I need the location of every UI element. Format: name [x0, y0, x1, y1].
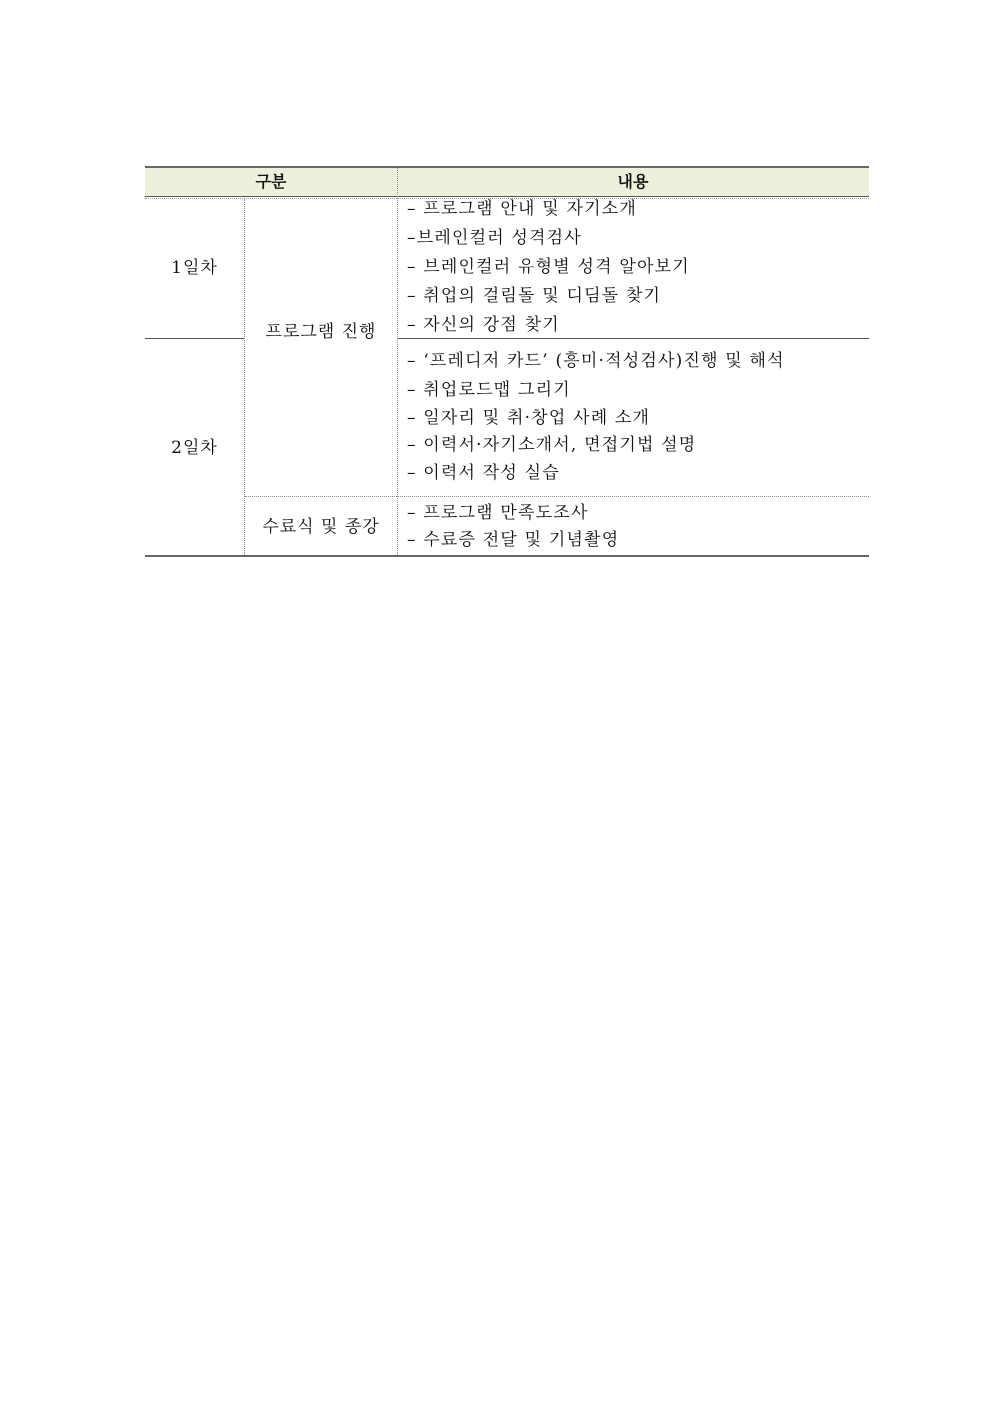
program-label: 프로그램 진행: [265, 322, 377, 342]
day2-label: 2일차: [171, 438, 218, 458]
closing-label: 수료식 및 종강: [262, 517, 380, 537]
row-divider-closing: [245, 496, 869, 497]
day1-label: 1일차: [171, 258, 218, 278]
header-col1: 구분: [255, 172, 287, 191]
day2-item-5: – 이력서 작성 실습: [407, 463, 560, 483]
closing-item-1: – 프로그램 만족도조사: [407, 503, 589, 523]
day1-item-1: – 프로그램 안내 및 자기소개: [407, 199, 637, 219]
divider-col1: [244, 199, 245, 555]
header-bottom-rule: [145, 196, 869, 197]
header-col2: 내용: [617, 172, 649, 191]
row-divider-day1-content: [398, 338, 869, 339]
day2-item-3: – 일자리 및 취·창업 사례 소개: [407, 408, 651, 428]
day1-item-3: – 브레인컬러 유형별 성격 알아보기: [407, 257, 690, 277]
day1-item-4: – 취업의 걸림돌 및 디딤돌 찾기: [407, 286, 662, 306]
bottom-rule: [145, 555, 869, 557]
day2-item-2: – 취업로드맵 그리기: [407, 380, 571, 400]
day2-item-4: – 이력서·자기소개서, 면접기법 설명: [407, 435, 697, 455]
schedule-table: [145, 166, 869, 558]
day1-item-5: – 자신의 강점 찾기: [407, 315, 560, 335]
day2-item-1: – ‘프레디저 카드’ (흥미·적성검사)진행 및 해석: [407, 351, 785, 371]
day1-item-2: –브레인컬러 성격검사: [407, 228, 582, 248]
row-divider-day1: [145, 338, 244, 339]
closing-item-2: – 수료증 전달 및 기념촬영: [407, 530, 620, 550]
top-rule: [145, 166, 869, 168]
